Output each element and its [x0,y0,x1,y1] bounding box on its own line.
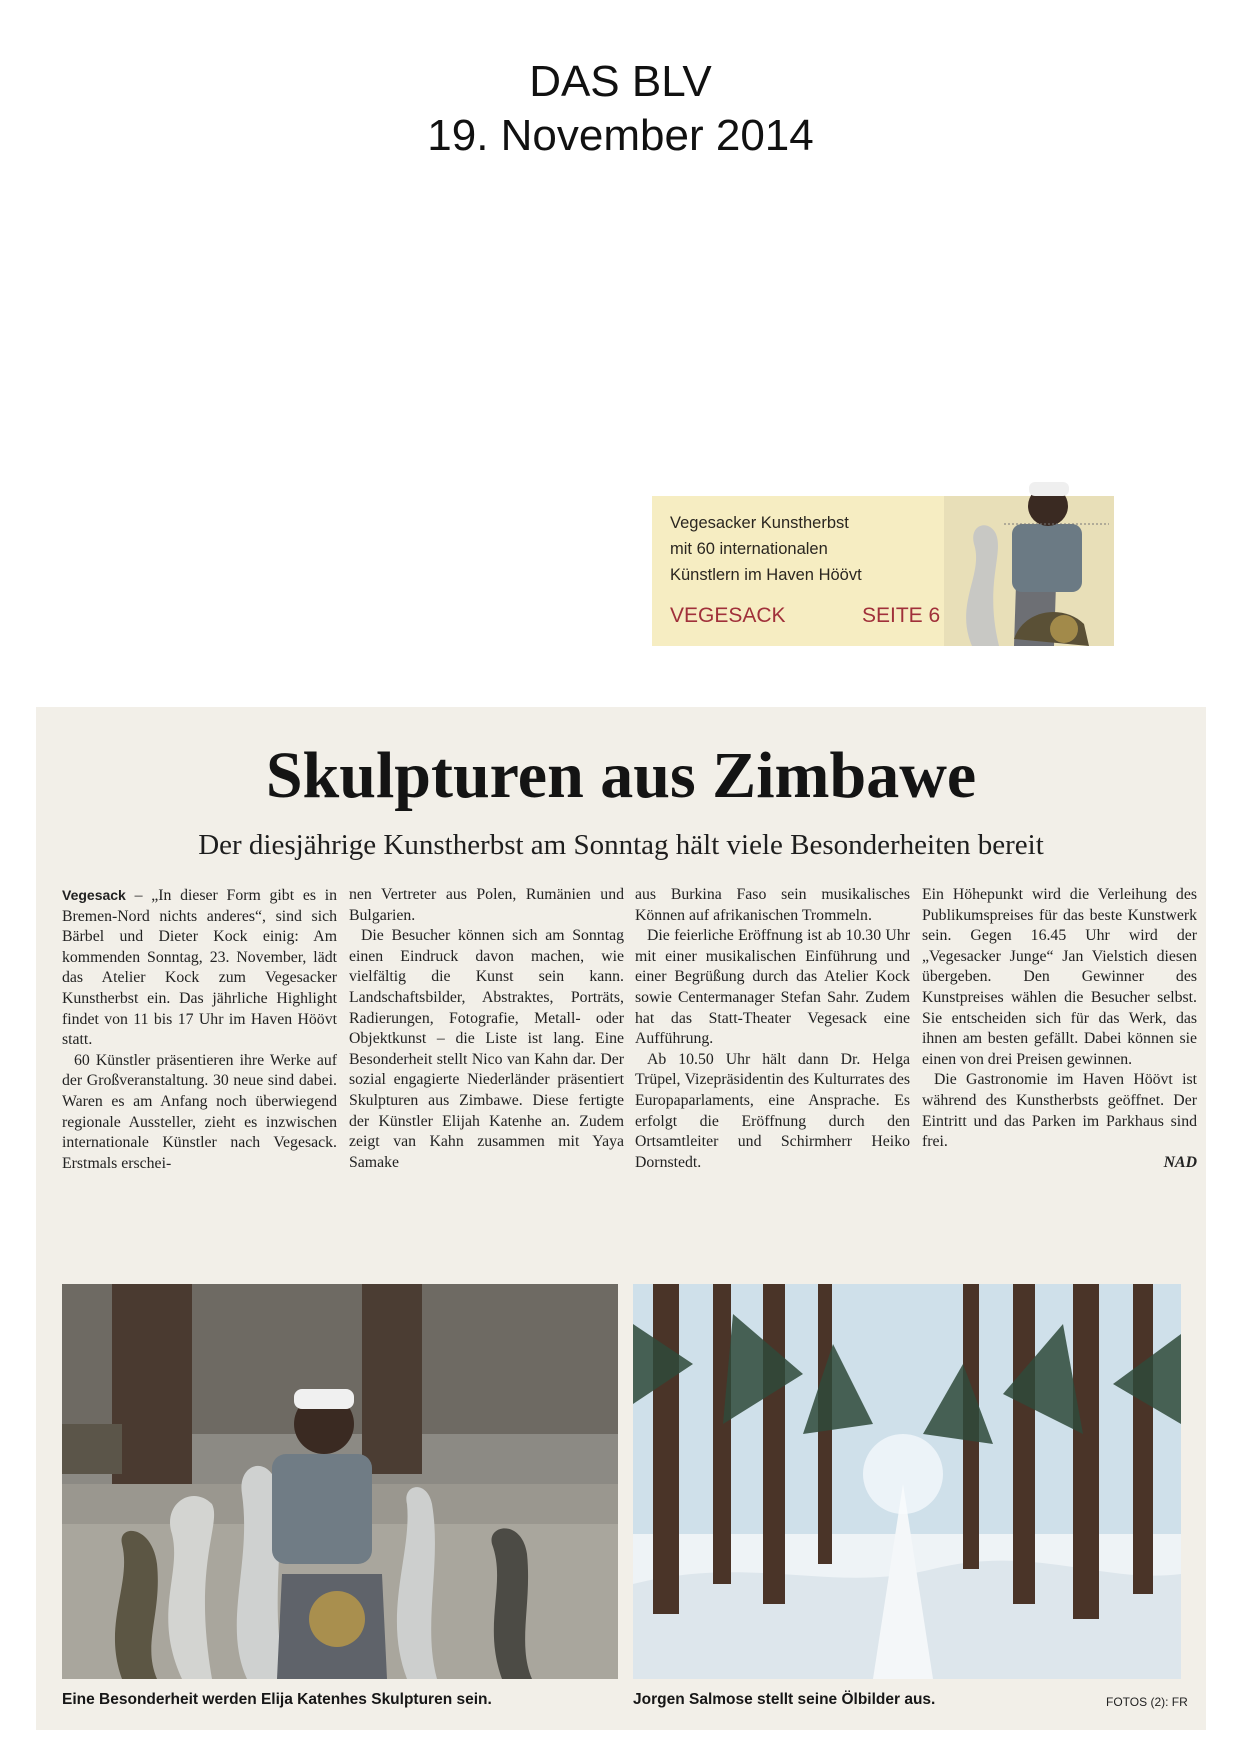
paragraph: Die Besucher können sich am Sonntag einen Eindruck davon machen, wie vielfältig die Kunst sein kann. Landschaftsbilder, Abstraktes, Porträts, Radierungen, Fotografie, Metall- oder Objektkunst – die Liste ist lang. Eine Besonderheit stellt Nico van Kahn dar. Der sozial engagierte Niederländer präsentiert Skulpturen aus Zimbawe. Diese fertigte der Künstler Elijah Katenhe an. Zudem zeigt van Kahn zusammen mit Yaya Samake [349,927,624,1171]
article-column-3 [635,885,910,1173]
article-column-4 [922,885,1197,1173]
paragraph: Ein Höhepunkt wird die Verleihung des Publikumspreises für das beste Kunstwerk sein. Gegen 16.45 Uhr wird der „Vegesacker Junge“ Jan Vielstich diesen übergeben. Den Gewinner des Kunstpreises wählen die Besucher selbst. Sie entscheiden sich für das Werk, das ihnen am besten gefällt. Dabei können sie einen von drei Preisen gewinnen. [922,886,1197,1068]
newspaper-clipping [36,707,1206,1730]
photo-credit: FOTOS (2): FR [1106,1695,1188,1709]
article-column-1 [62,885,337,1174]
sculptures-photo [62,1284,618,1679]
photo-caption-right: Jorgen Salmose stellt seine Ölbilder aus. [633,1691,936,1708]
article-headline: Skulpturen aus Zimbawe [265,739,977,812]
article-dateline: Vegesack [62,887,126,903]
paragraph: aus Burkina Faso sein musikalisches Können auf afrikanischen Trommeln. [635,886,910,924]
paragraph: 60 Künstler präsentieren ihre Werke auf der Großveranstaltung. 30 neue sind dabei. Waren es am Anfang noch überwiegend regionale Aussteller, zieht es inzwischen internationale Künstler nach Vegesack. Erstmals erschei- [62,1051,337,1172]
teaser-box [652,496,1114,646]
teaser-line: Vegesacker Kunstherbst [670,514,849,532]
teaser-text [670,510,920,588]
paragraph: Die feierliche Eröffnung ist ab 10.30 Uhr mit einer musikalischen Einführung und einer Begrüßung durch das Atelier Kock sowie Centermanager Stefan Sahr. Zudem hat das Statt-Theater Vegesack eine Aufführung. [635,927,910,1048]
paragraph: Ab 10.50 Uhr hält dann Dr. Helga Trüpel, Vizepräsidentin des Kulturrates des Europaparlaments, eine Ansprache. Es erfolgt die Eröffnung durch den Ortsamtleiter und Schirmherr Heiko Dornstedt. [635,1050,910,1171]
forest-painting-photo [633,1284,1181,1679]
teaser-location: VEGESACK [670,604,786,627]
page-header [0,55,1241,163]
teaser-page-ref: SEITE 6 [862,604,941,627]
paragraph: – „In dieser Form gibt es in Bremen-Nord nichts anderes“, sind sich Bärbel und Dieter Kock einig: Am kommenden Sonntag, 23. November, lädt das Atelier Kock zum Vegesacker Kunstherbst ein. Das jährliche Highlight findet von 11 bis 17 Uhr im Haven Höövt statt. [62,887,337,1049]
author-signoff: NAD [1163,1153,1197,1171]
teaser-photo [944,424,1114,646]
article-subheadline: Der diesjährige Kunstherbst am Sonntag hält viele Besonderheiten bereit [198,829,1044,861]
teaser-line: Künstlern im Haven Höövt [670,566,862,584]
photo-caption-left: Eine Besonderheit werden Elija Katenhes Skulpturen sein. [62,1691,492,1708]
paragraph: nen Vertreter aus Polen, Rumänien und Bulgarien. [349,886,624,924]
publication-date: 19. November 2014 [427,111,814,160]
teaser-line: mit 60 internationalen [670,540,828,558]
article-column-2 [349,885,624,1173]
paragraph: Die Gastronomie im Haven Höövt ist während des Kunstherbsts geöffnet. Der Eintritt und das Parken im Parkhaus sind frei. [922,1071,1197,1151]
publication-name: DAS BLV [529,57,712,106]
